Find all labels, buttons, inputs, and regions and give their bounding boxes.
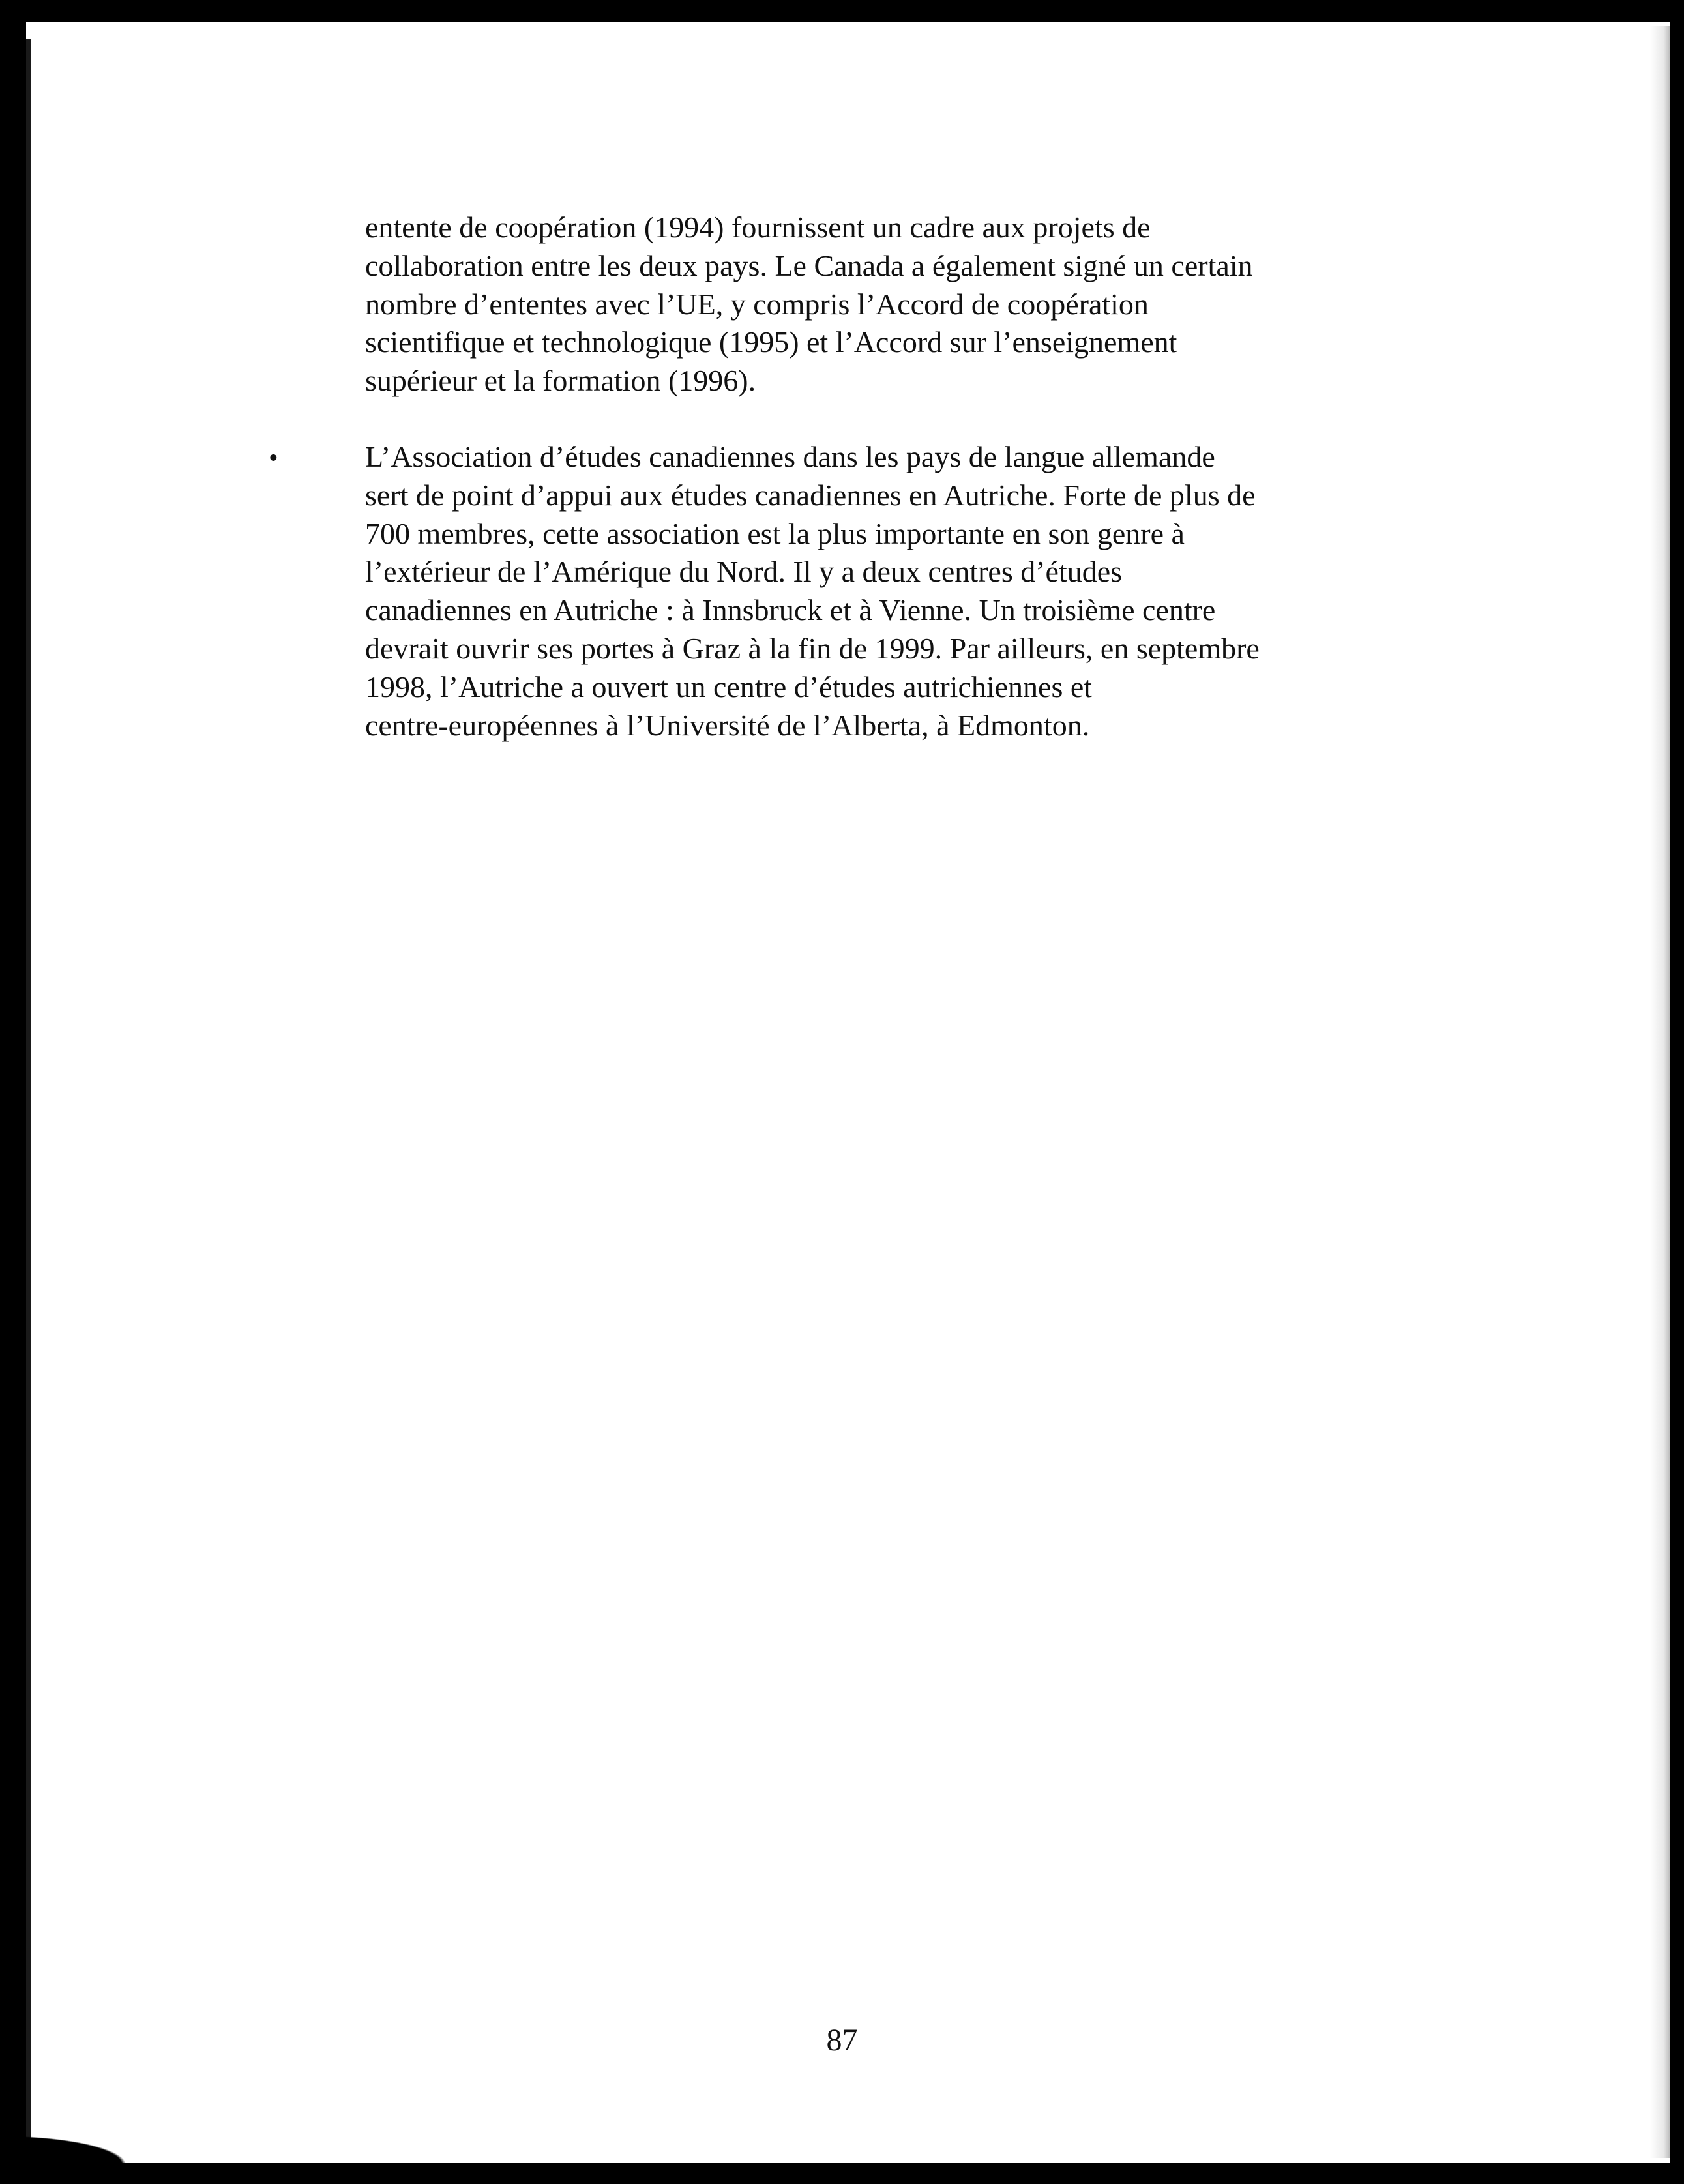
- paragraph-cooperation-agreements: entente de coopération (1994) fournissent un cadre aux projets de collaboration entre les deux pays. Le Canada a également signé un certain nombre d’ententes avec l’UE, y compris l’Accord de coopération scientifique et technologique (1995) et l’Accord sur l’enseignement supérieur et la formation (1996).: [365, 211, 1253, 398]
- page-number: 87: [826, 2023, 858, 2058]
- scan-edge-right-shadow: [1650, 26, 1670, 2158]
- scan-edge-top: [0, 0, 1684, 22]
- paragraph-canadian-studies-association: L’Association d’études canadiennes dans les pays de langue allemande sert de point d’appui aux études canadiennes en Autriche. Forte de plus de 700 membres, cette association est la plus importante en son genre à l’extérieur de l’Amérique du Nord. Il y a deux centres d’études canadiennes en Autriche : à Innsbruck et à Vienne. Un troisième centre devrait ouvrir ses portes à Graz à la fin de 1999. Par ailleurs, en septembre 1998, l’Autriche a ouvert un centre d’études autrichiennes et centre-européennes à l’Université de l’Alberta, à Edmonton.: [365, 439, 1260, 742]
- page-body: [365, 209, 1343, 745]
- scan-edge-bottom: [0, 2163, 1684, 2184]
- scan-edge-right: [1670, 0, 1684, 2184]
- scan-edge-left: [0, 0, 26, 2184]
- scan-corner-curl: [0, 2132, 143, 2164]
- scan-edge-left-shadow: [26, 39, 31, 2151]
- list-bullet: •: [269, 443, 278, 473]
